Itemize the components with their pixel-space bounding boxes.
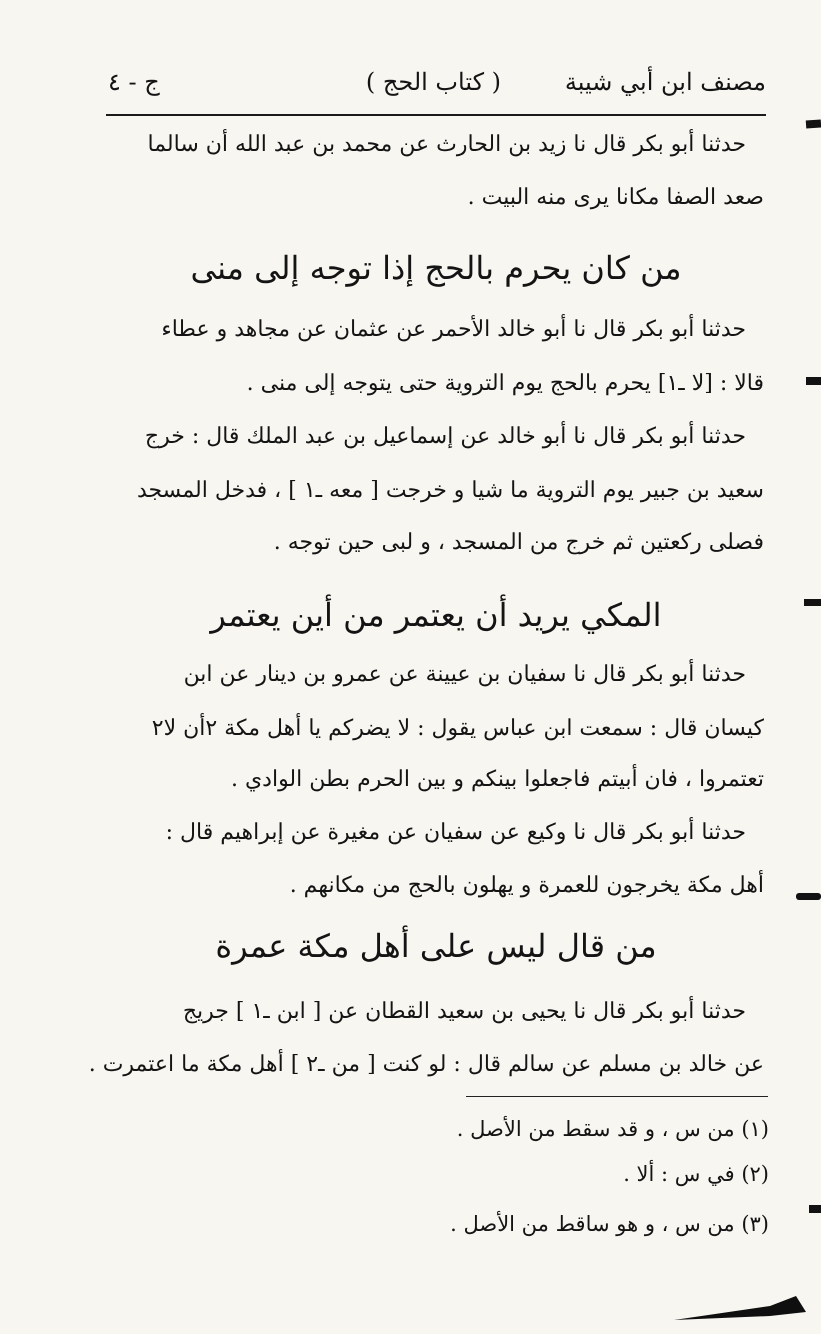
text-line: حدثنا أبو بكر قال نا يحيى بن سعيد القطان عن [ ابن ـ١ ] جريج — [182, 999, 746, 1024]
text-line: حدثنا أبو بكر قال نا وكيع عن سفيان عن مغيرة عن إبراهيم قال : — [165, 820, 746, 845]
text-line: حدثنا أبو بكر قال نا سفيان بن عيينة عن عمرو بن دينار عن ابن — [183, 662, 746, 687]
text-line: عن خالد بن مسلم عن سالم قال : لو كنت [ من ـ٢ ] أهل مكة ما اعتمرت . — [88, 1052, 764, 1077]
text-line: كيسان قال : سمعت ابن عباس يقول : لا يضركم يا أهل مكة ٢أن لا٢ — [151, 716, 764, 741]
text-line: تعتمروا ، فان أبيتم فاجعلوا بينكم و بين الحرم بطن الوادي . — [230, 767, 764, 792]
text-line: أهل مكة يخرجون للعمرة و يهلون بالحج من مكانهم . — [289, 873, 764, 898]
section-heading: المكي يريد أن يعتمر من أين يعتمر — [210, 596, 662, 634]
running-header — [108, 68, 766, 108]
section-heading: من قال ليس على أهل مكة عمرة — [215, 927, 657, 965]
header-rule — [106, 114, 766, 116]
text-line: قالا : [لا ـ١] يحرم بالحج يوم التروية حتى يتوجه إلى منى . — [246, 371, 764, 396]
volume-number: ج - ٤ — [108, 68, 160, 96]
scan-edge-mark — [806, 119, 821, 128]
footnote-rule — [466, 1096, 768, 1097]
text-line: حدثنا أبو بكر قال نا أبو خالد عن إسماعيل بن عبد الملك قال : خرج — [144, 424, 746, 449]
text-line: صعد الصفا مكانا يرى منه البيت . — [467, 185, 764, 210]
section-heading: من كان يحرم بالحج إذا توجه إلى منى — [190, 249, 682, 287]
book-title: مصنف ابن أبي شيبة — [564, 68, 766, 96]
footnote: (١) من س ، و قد سقط من الأصل . — [456, 1117, 769, 1141]
scan-edge-mark — [806, 377, 821, 385]
text-line: حدثنا أبو بكر قال نا أبو خالد الأحمر عن عثمان عن مجاهد و عطاء — [161, 317, 746, 342]
scan-edge-mark — [796, 893, 821, 900]
chapter-title: ( كتاب الحج ) — [365, 68, 501, 96]
text-line: سعيد بن جبير يوم التروية ما شيا و خرجت [ معه ـ١ ] ، فدخل المسجد — [136, 478, 764, 503]
scan-edge-mark — [809, 1205, 821, 1213]
scan-edge-mark — [804, 599, 821, 606]
footnote: (٢) في س : ألا . — [623, 1162, 769, 1186]
text-line: فصلى ركعتين ثم خرج من المسجد ، و لبى حين توجه . — [273, 530, 764, 555]
footnote: (٣) من س ، و هو ساقط من الأصل . — [450, 1212, 769, 1236]
text-line: حدثنا أبو بكر قال نا زيد بن الحارث عن محمد بن عبد الله أن سالما — [147, 132, 746, 157]
scan-ink-smudge — [670, 1290, 810, 1326]
